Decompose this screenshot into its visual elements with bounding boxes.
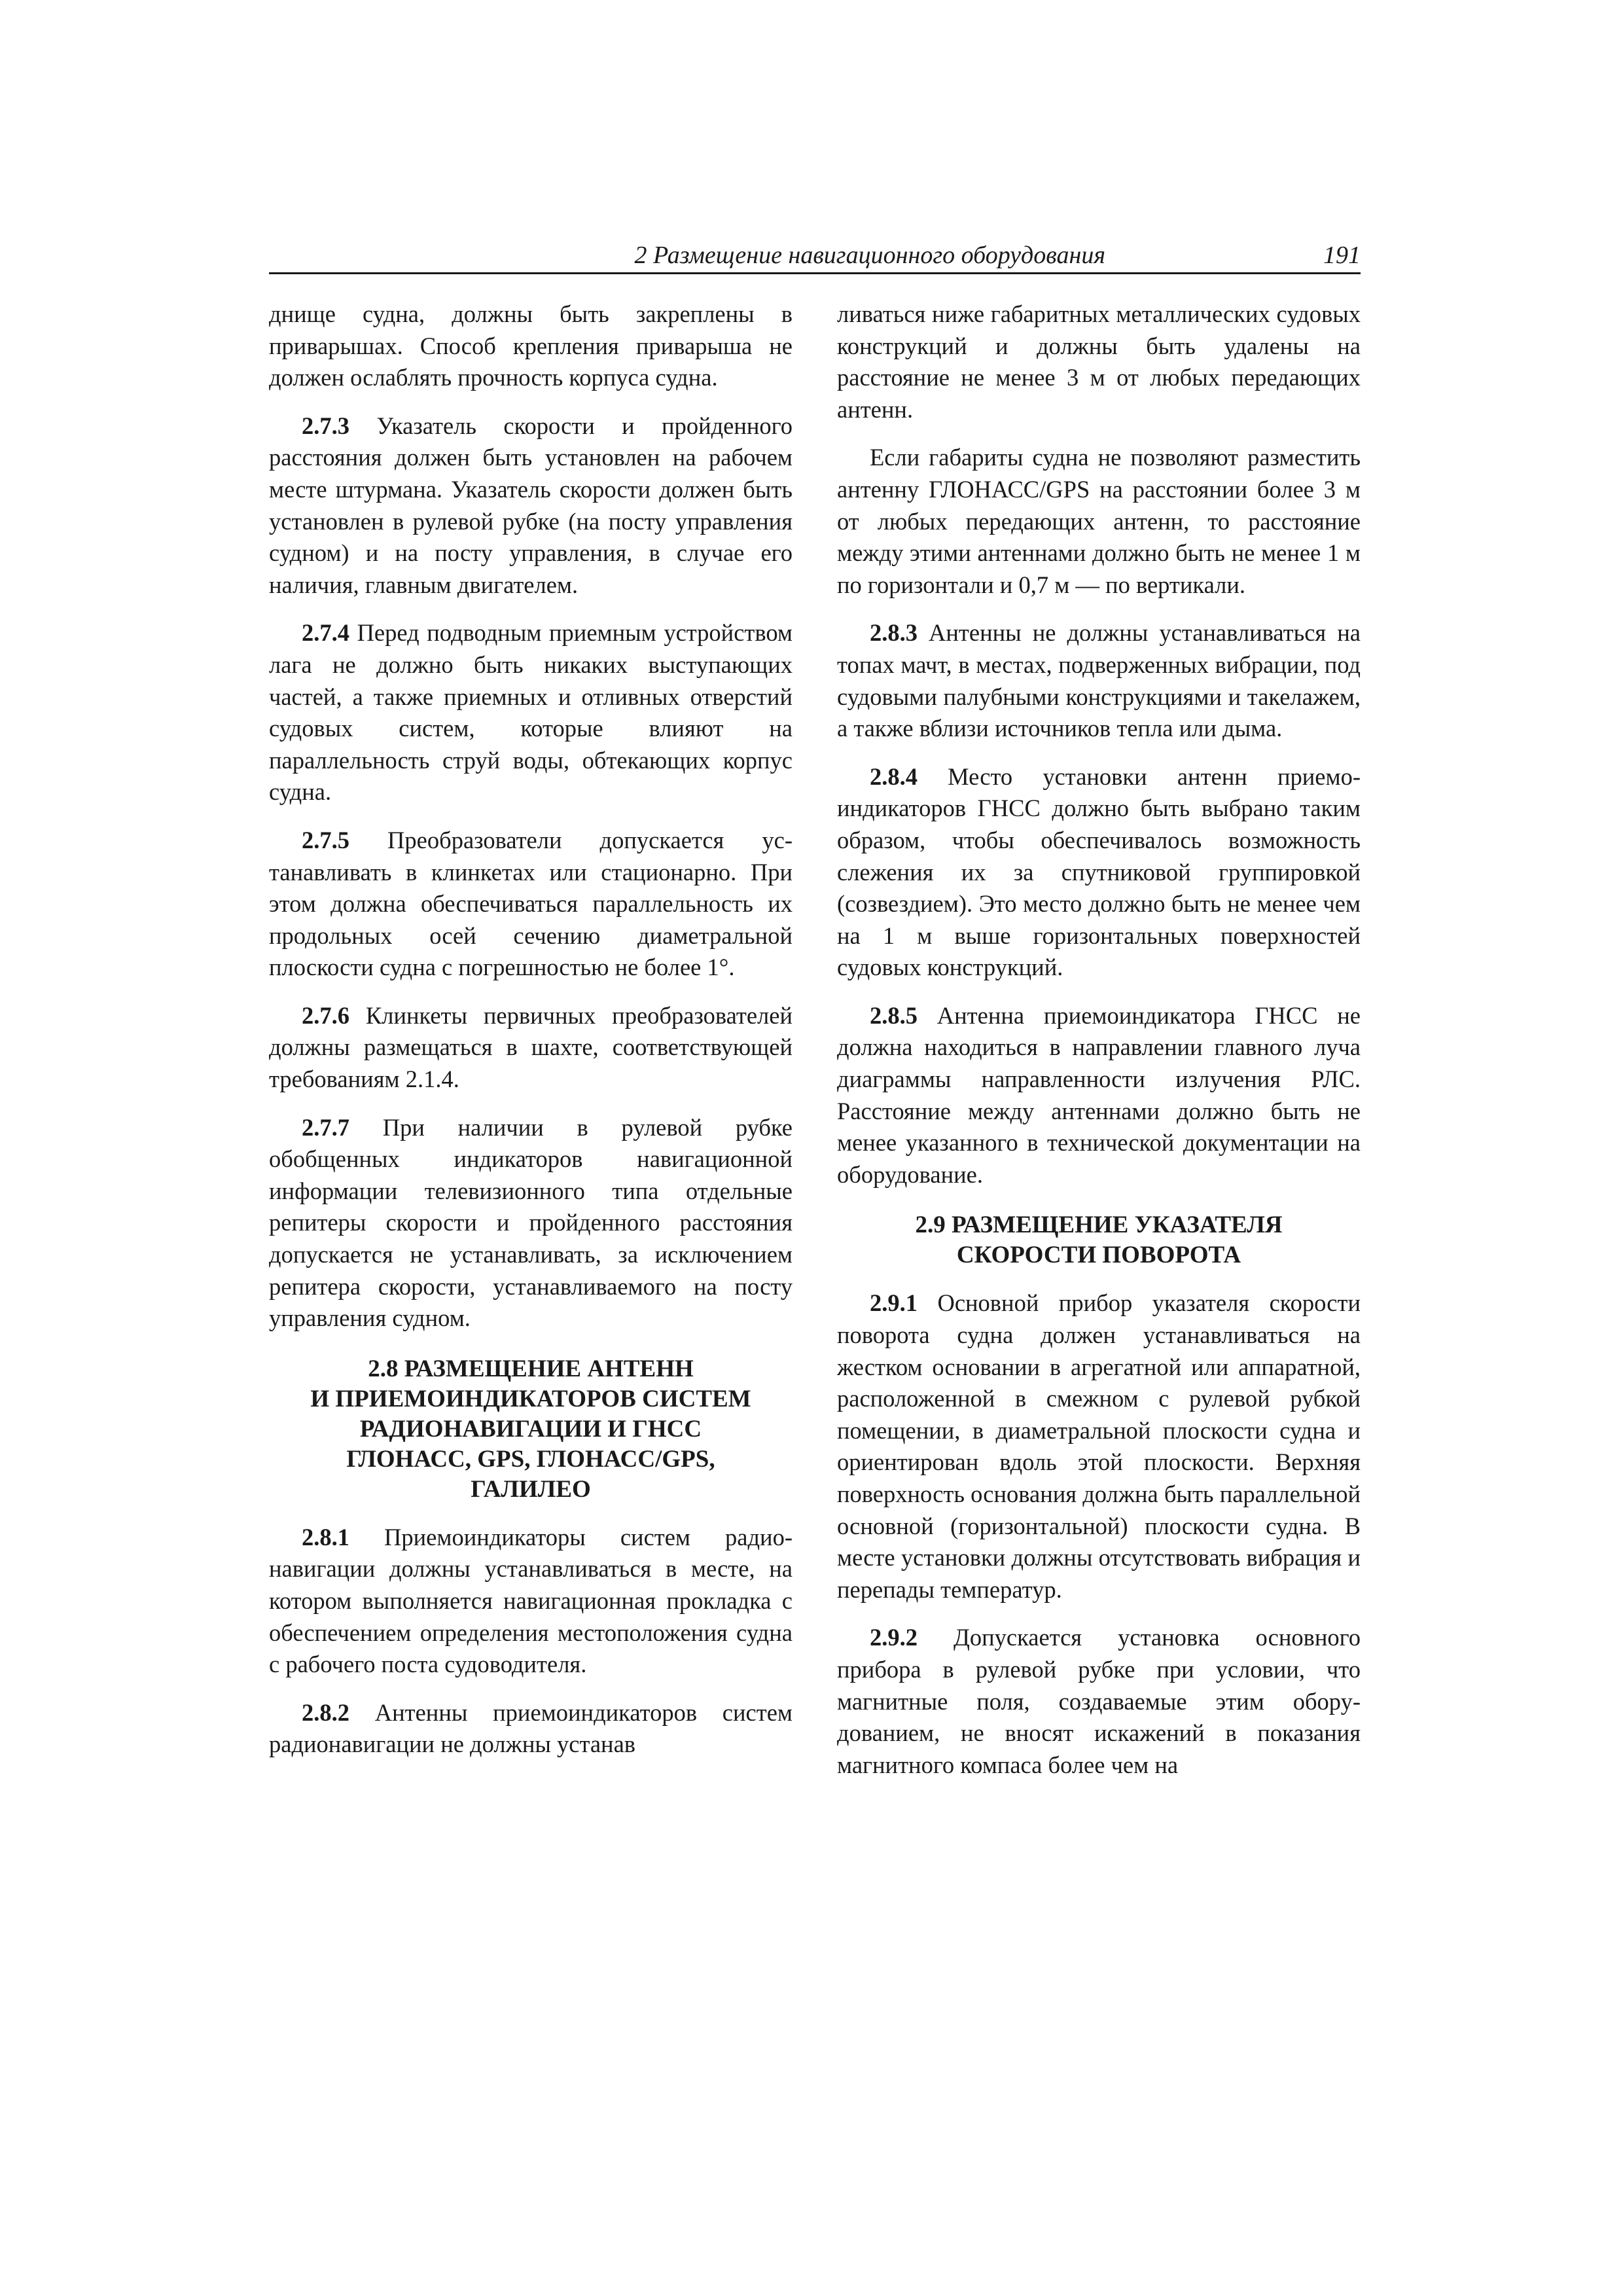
clause-number: 2.9.1	[870, 1289, 918, 1317]
paragraph-2-8-2	[269, 1697, 793, 1761]
clause-text: При наличии в рулевой рубке обобщенных индикаторов навигационной информации телевизионного типа отдельные репитеры скорости и пройденного расстояния допускается не устанавливать, за исключением репитера скорости, устанавливаемого на посту управления судном.	[269, 1113, 793, 1332]
clause-text: Клинкеты первичных преобразователей должны размещаться в шахте, соответствующей требованиям 2.1.4.	[269, 1001, 793, 1093]
clause-text: Приемоиндикаторы систем радионавигации должны устанавливаться в месте, на котором выполняется навигационная прокладка с обеспечением определения местоположения судна с рабочего поста судоводителя.	[269, 1523, 793, 1678]
heading-line: 2.8 РАЗМЕЩЕНИЕ АНТЕНН	[368, 1355, 694, 1382]
clause-number: 2.8.3	[870, 619, 918, 647]
clause-number: 2.7.4	[302, 619, 349, 647]
section-heading-2-8	[269, 1354, 793, 1505]
paragraph-2-8-1	[269, 1522, 793, 1681]
clause-text: Основной прибор указателя скорости поворота судна должен устанавливаться на жестком основании в агрегатной или аппаратной, расположенной в смежном с рулевой рубкой помещении, в диаметральной плоскости судна и ориентирован вдоль этой плоскости. Верхняя поверхность основания должна быть параллельной основной (горизонтальной) плоскости судна. В месте установки должны отсутствовать вибрация и перепады температур.	[837, 1289, 1361, 1603]
clause-number: 2.9.2	[870, 1624, 918, 1651]
clause-text: Антенны не должны устанавливаться на топах мачт, в местах, подверженных вибрации, под судовыми палубными конструкциями и такелажем, а также вблизи источников тепла или дыма.	[837, 619, 1361, 742]
heading-line: ГАЛИЛЕО	[471, 1475, 591, 1503]
clause-text: Антенна приемоиндикатора ГНСС не должна находиться в направлении главного луча диаграммы направленности излучения РЛС. Расстояние между антеннами должно быть не менее указанного в технической документации на оборудование.	[837, 1001, 1361, 1188]
heading-line: 2.9 РАЗМЕЩЕНИЕ УКАЗАТЕЛЯ	[915, 1211, 1283, 1239]
paragraph-2-7-6	[269, 1000, 793, 1096]
clause-text: Антенны приемоиндикаторов систем радионавигации не должны устанав	[269, 1698, 793, 1758]
paragraph-2-7-5	[269, 825, 793, 984]
heading-line: РАДИОНАВИГАЦИИ И ГНСС	[359, 1415, 702, 1443]
paragraph-2-8-5	[837, 1000, 1361, 1191]
paragraph-continued: ливаться ниже габаритных металлических судовых конструкций и должны быть удалены на расстояние не менее 3 м от любых передающих антенн.	[837, 300, 1361, 423]
clause-text: Допускается установка основного прибора в рулевой рубке при условии, что магнитные поля, создаваемые этим оборудованием, не вносят искажений в показания магнитного компаса более чем на	[837, 1624, 1361, 1778]
clause-number: 2.7.3	[302, 412, 349, 439]
heading-line: И ПРИЕМОИНДИКАТОРОВ СИСТЕМ	[310, 1385, 751, 1412]
clause-number: 2.8.2	[302, 1698, 349, 1726]
clause-number: 2.8.4	[870, 762, 918, 790]
section-heading-2-9	[837, 1210, 1361, 1270]
paragraph-2-8-4	[837, 761, 1361, 984]
right-column	[837, 298, 1361, 1797]
paragraph-2-7-7	[269, 1112, 793, 1335]
heading-line: СКОРОСТИ ПОВОРОТА	[956, 1242, 1241, 1269]
running-header-title: 2 Размещение навигационного оборудования	[634, 242, 1105, 269]
running-header	[269, 240, 1361, 274]
paragraph-glonass-distance: Если габариты судна не позволяют разместить антенну ГЛОНАСС/GPS на расстоянии более 3 м от любых передающих антенн, то расстояние между этими антеннами должно быть не менее 1 м по горизонтали и 0,7 м — по вертикали.	[837, 444, 1361, 598]
clause-number: 2.8.5	[870, 1001, 918, 1029]
paragraph-2-8-3	[837, 617, 1361, 744]
page-number: 191	[1323, 242, 1361, 269]
clause-text: Место установки антенн приемоиндикаторов ГНСС должно быть выбрано таким образом, чтобы обеспечивалось возможность слежения их за спутниковой группировкой (созвездием). Это место должно быть не менее чем на 1 м выше горизонтальных поверхностей судовых конструкций.	[837, 762, 1361, 981]
clause-number: 2.8.1	[302, 1523, 349, 1551]
clause-number: 2.7.5	[302, 826, 349, 853]
clause-text: Указатель скорости и пройденного расстояния должен быть установлен на рабочем месте штурмана. Указатель скорости должен быть установлен в рулевой рубке (на посту управления судном) и на посту управления, в случае его наличия, главным двигателем.	[269, 412, 793, 598]
clause-number: 2.7.7	[302, 1113, 349, 1141]
paragraph-2-9-2	[837, 1622, 1361, 1781]
paragraph-2-7-4	[269, 617, 793, 808]
clause-text: Преобразователи допускается устанавливать в клинкетах или стационарно. При этом должна обеспечиваться параллельность их продольных осей сечению диаметральной плоскости судна с погрешностью не более 1°.	[269, 826, 793, 981]
paragraph-2-9-1	[837, 1287, 1361, 1605]
heading-line: ГЛОНАСС, GPS, ГЛОНАСС/GPS,	[346, 1445, 715, 1473]
paragraph-2-7-3	[269, 410, 793, 601]
left-column	[269, 298, 793, 1777]
clause-number: 2.7.6	[302, 1001, 349, 1029]
clause-text: Перед подводным приемным устройством лага не должно быть никаких выступающих частей, а также приемных и отливных отверстий судовых систем, которые влияют на параллельность струй воды, обтекающих корпус судна.	[269, 619, 793, 806]
paragraph-continued: днище судна, должны быть закреплены в приварышах. Способ крепления приварыша не должен ослаблять прочность корпуса судна.	[269, 300, 793, 391]
